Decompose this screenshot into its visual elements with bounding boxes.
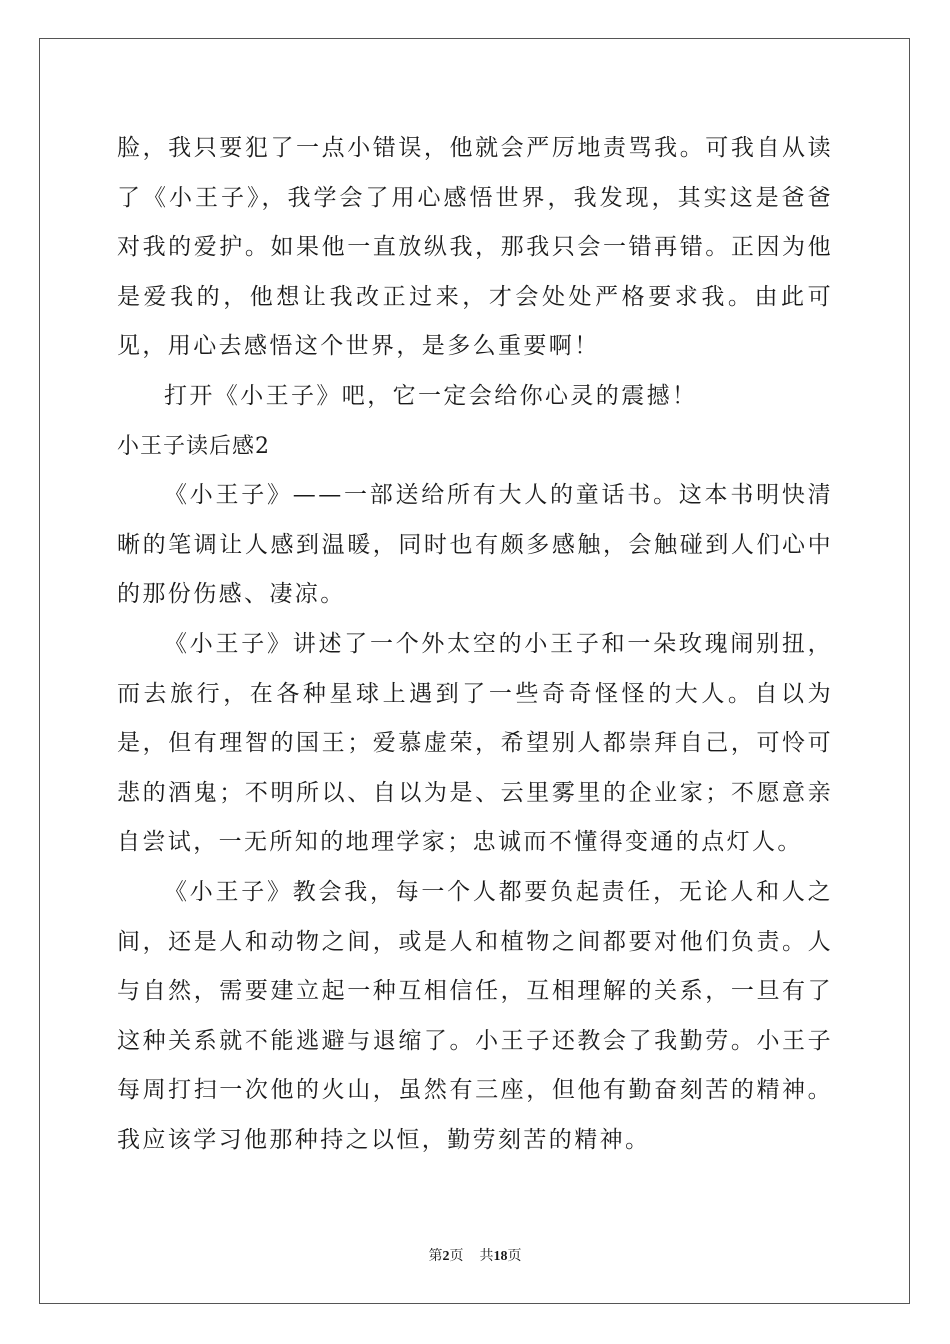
total-suffix: 页: [507, 1248, 522, 1264]
paragraph: 《小王子》讲述了一个外太空的小王子和一朵玫瑰闹别扭，而去旅行，在各种星球上遇到了一些奇奇怪怪的大人。自以为是，但有理智的国王；爱慕虚荣，希望别人都崇拜自己，可怜可悲的酒鬼；不明所以、自以为是、云里雾里的企业家；不愿意亲自尝试，一无所知的地理学家；忠诚而不懂得变通的点灯人。: [117, 630, 833, 856]
document-body: [117, 124, 833, 1165]
page-footer: [0, 1246, 950, 1267]
paragraph: 《小王子》教会我，每一个人都要负起责任，无论人和人之间，还是人和动物之间，或是人和植物之间都要对他们负责。人与自然，需要建立起一种互相信任，互相理解的关系，一旦有了这种关系就不能逃避与退缩了。小王子还教会了我勤劳。小王子每周打扫一次他的火山，虽然有三座，但他有勤奋刻苦的精神。我应该学习他那种持之以恒，勤劳刻苦的精神。: [117, 878, 833, 1153]
page-prefix: 第: [428, 1248, 443, 1264]
page-number: 2: [442, 1249, 450, 1264]
paragraph: 脸，我只要犯了一点小错误，他就会严厉地责骂我。可我自从读了《小王子》，我学会了用心感悟世界，我发现，其实这是爸爸对我的爱护。如果他一直放纵我，那我只会一错再错。正因为他是爱我的，他想让我改正过来，才会处处严格要求我。由此可见，用心去感悟这个世界，是多么重要啊！: [117, 135, 833, 360]
total-pages: 18: [493, 1249, 508, 1264]
page-suffix: 页: [449, 1248, 464, 1264]
total-prefix: 共: [479, 1248, 494, 1264]
paragraph: 打开《小王子》吧，它一定会给你心灵的震撼！: [164, 382, 698, 409]
section-heading: 小王子读后感2: [117, 433, 270, 459]
paragraph: 《小王子》——一部送给所有大人的童话书。这本书明快清晰的笔调让人感到温暖，同时也有颇多感触，会触碰到人们心中的那份伤感、凄凉。: [117, 482, 833, 608]
